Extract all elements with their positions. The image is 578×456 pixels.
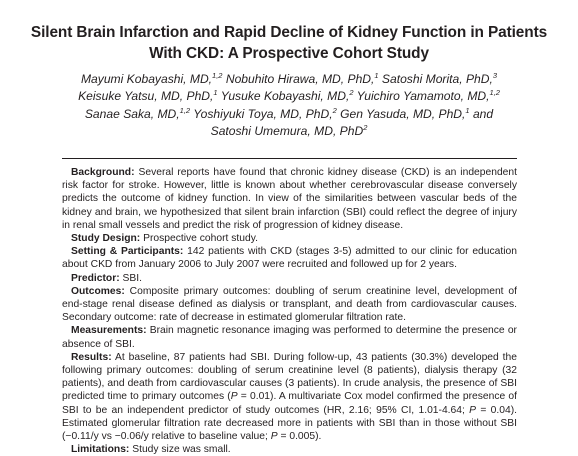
author-name: Yuichiro Yamamoto, MD, [353,89,490,104]
section-text: Prospective cohort study. [140,233,258,245]
affiliation-marker: 2 [363,123,368,133]
section-text: Several reports have found that chronic kidney disease (CKD) is an independent risk factor for stroke. However, little is known about whether cerebrovascular disease conversely predicts the outcome of kidney function. In view of the similarities between vascular beds of the kidney and brain, we hypothesized that silent brain infarction (SBI) could reflect the degree of injury in renal small vessels and predict the risk of progression of kidney disease. [62,167,517,231]
section-label: Setting & Participants: [71,246,184,258]
section-text: = 0.01). A multivariate Cox model confirmed the presence of SBI to be an independent predictor of study outcomes (HR, 2.16; 95% CI, 1.01-4.64; [62,391,517,416]
title-line-1: Silent Brain Infarction and Rapid Decline of Kidney Function in Patients [30,24,548,41]
author-name: Mayumi Kobayashi, MD, [80,72,213,86]
author-line-1 [0,71,578,88]
section-label: Background: [71,167,135,178]
author-list [0,71,578,141]
section-text: = 0.005). [277,431,322,443]
author-line-3 [0,106,578,123]
abstract-results [62,351,517,443]
author-name: Satoshi Umemura, MD, PhD [210,124,364,139]
affiliation-marker: 3 [492,71,497,80]
section-label: Limitations: [71,444,130,456]
author-name: Keisuke Yatsu, MD, PhD, [78,89,214,104]
author-line-2 [0,88,578,105]
affiliation-marker: 2 [332,105,337,115]
abstract [62,166,517,456]
abstract-outcomes [62,285,517,325]
author-name: Yoshiyuki Toya, MD, PhD, [190,106,333,121]
abstract-background [62,166,517,232]
section-text: Composite primary outcomes: doubling of serum creatinine level, development of end-stage renal disease defined as dialysis or transplant, and death from cardiovascular causes. Secondary outcome: rate of decrease in estimated glomerular filtration rate. [62,285,517,324]
title-line-2: With CKD: A Prospective Cohort Study [149,45,429,62]
section-text: At baseline, 87 patients had SBI. During follow-up, 43 patients (30.3%) developed the following primary outcomes: doubling of serum creatinine level (8 patients), dialysis therapy (32 patients), and death from cardiovascular causes (3 patients). In crude analysis, the presence of SBI predicted time to primary outcomes ( [62,351,517,403]
author-line-4 [0,123,578,140]
abstract-predictor [62,272,517,285]
p-value-symbol: P [230,391,238,403]
author-name: Sanae Saka, MD, [84,106,180,121]
author-name: Satoshi Morita, PhD, [378,72,493,86]
section-label: Measurements: [71,325,147,337]
p-value-symbol: P [469,404,477,416]
affiliation-marker: 1,2 [179,105,191,115]
author-name: Nobuhito Hirawa, MD, PhD, [222,72,375,86]
author-name: Gen Yasuda, MD, PhD, [336,106,466,121]
abstract-divider [62,158,517,159]
affiliation-marker: 1 [213,88,218,98]
p-value-symbol: P [270,431,278,443]
section-label: Results: [71,351,112,363]
affiliation-marker: 1 [465,105,470,115]
section-label: Study Design: [71,233,141,245]
abstract-setting-participants [62,245,517,271]
author-conjunction: and [469,106,494,121]
author-name: Yusuke Kobayashi, MD, [217,89,350,104]
section-text: 142 patients with CKD (stages 3-5) admitted to our clinic for education about CKD from January 2006 to July 2007 were recruited and followed up for 2 years. [62,246,517,271]
section-label: Predictor: [71,272,120,284]
section-text: Brain magnetic resonance imaging was performed to determine the presence or absence of SBI. [62,325,517,350]
affiliation-marker: 1,2 [489,88,500,98]
affiliation-marker: 2 [349,88,354,98]
affiliation-marker: 1 [374,71,379,80]
affiliation-marker: 1,2 [212,71,223,80]
section-text: SBI. [119,272,142,284]
abstract-limitations [62,443,517,456]
abstract-study-design [62,232,517,245]
section-text: = 0.04). Estimated glomerular filtration rate decreased more in patients with SBI than in those without SBI (−0.11/y vs −0.06/y relative to baseline value; [62,404,517,443]
section-label: Outcomes: [71,285,125,297]
abstract-measurements [62,324,517,350]
article-title [0,22,578,64]
section-text: Study size was small. [129,444,231,456]
